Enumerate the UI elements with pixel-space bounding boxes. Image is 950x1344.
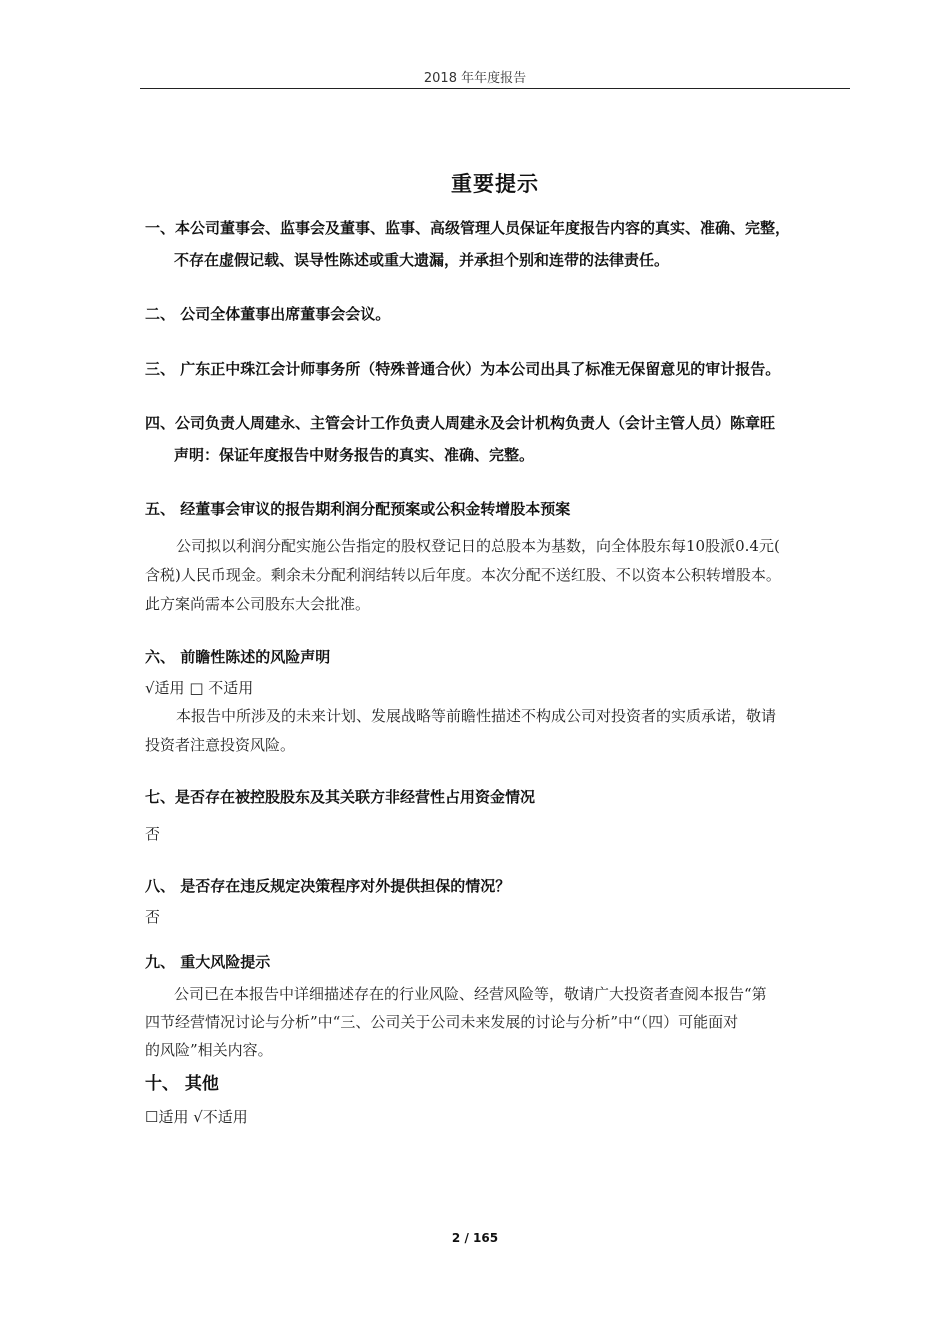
section-8-heading: 八、 是否存在违反规定决策程序对外提供担保的情况？ xyxy=(145,877,511,895)
section-10-heading: 十、 其他 xyxy=(145,1074,219,1094)
section-6-text-line-2: 投资者注意投资风险。 xyxy=(145,736,296,754)
section-5-text-line-1: 公司拟以利润分配实施公告指定的股权登记日的总股本为基数，向全体股东每10股派0.4元( xyxy=(176,537,780,555)
section-9-text-line-2: 四节经营情况讨论与分析”中“三、公司关于公司未来发展的讨论与分析”中“（四）可能面对 xyxy=(145,1013,739,1031)
section-5-heading: 五、 经董事会审议的报告期利润分配预案或公积金转增股本预案 xyxy=(145,500,571,518)
section-10-applicable: ☐适用 √不适用 xyxy=(145,1108,248,1126)
section-9-text-line-1: 公司已在本报告中详细描述存在的行业风险、经营风险等，敬请广大投资者查阅本报告“第 xyxy=(174,985,767,1003)
section-6-text-line-1: 本报告中所涉及的未来计划、发展战略等前瞻性描述不构成公司对投资者的实质承诺，敬请 xyxy=(176,707,777,725)
section-5-text-line-3: 此方案尚需本公司股东大会批准。 xyxy=(145,595,371,613)
page-number: 2 / 165 xyxy=(451,1231,499,1245)
section-4-line-1: 四、公司负责人周建永、主管会计工作负责人周建永及会计机构负责人（会计主管人员）陈章旺 xyxy=(145,414,776,432)
section-3: 三、 广东正中珠江会计师事务所（特殊普通合伙）为本公司出具了标准无保留意见的审计报告。 xyxy=(145,360,781,378)
section-4-line-2: 声明：保证年度报告中财务报告的真实、准确、完整。 xyxy=(174,446,535,464)
page-header: 2018 年年度报告 xyxy=(423,71,527,86)
section-5-text-line-2: 含税)人民币现金。剩余未分配利润结转以后年度。本次分配不送红股、不以资本公积转增股本。 xyxy=(145,566,781,584)
header-divider xyxy=(140,88,850,89)
section-6-applicable: √适用 □ 不适用 xyxy=(145,679,254,697)
section-9-heading: 九、 重大风险提示 xyxy=(145,953,271,971)
page-title: 重要提示 xyxy=(451,172,539,196)
section-1-line-2: 不存在虚假记载、误导性陈述或重大遗漏，并承担个别和连带的法律责任。 xyxy=(174,251,670,269)
section-9-text-line-3: 的风险”相关内容。 xyxy=(145,1041,273,1059)
section-7-answer: 否 xyxy=(145,825,161,843)
section-1-line-1: 一、本公司董事会、监事会及董事、监事、高级管理人员保证年度报告内容的真实、准确、完整， xyxy=(145,219,791,237)
section-6-heading: 六、 前瞻性陈述的风险声明 xyxy=(145,648,331,666)
section-7-heading: 七、是否存在被控股股东及其关联方非经营性占用资金情况 xyxy=(145,788,536,806)
section-8-answer: 否 xyxy=(145,908,161,926)
section-2: 二、 公司全体董事出席董事会会议。 xyxy=(145,305,391,323)
